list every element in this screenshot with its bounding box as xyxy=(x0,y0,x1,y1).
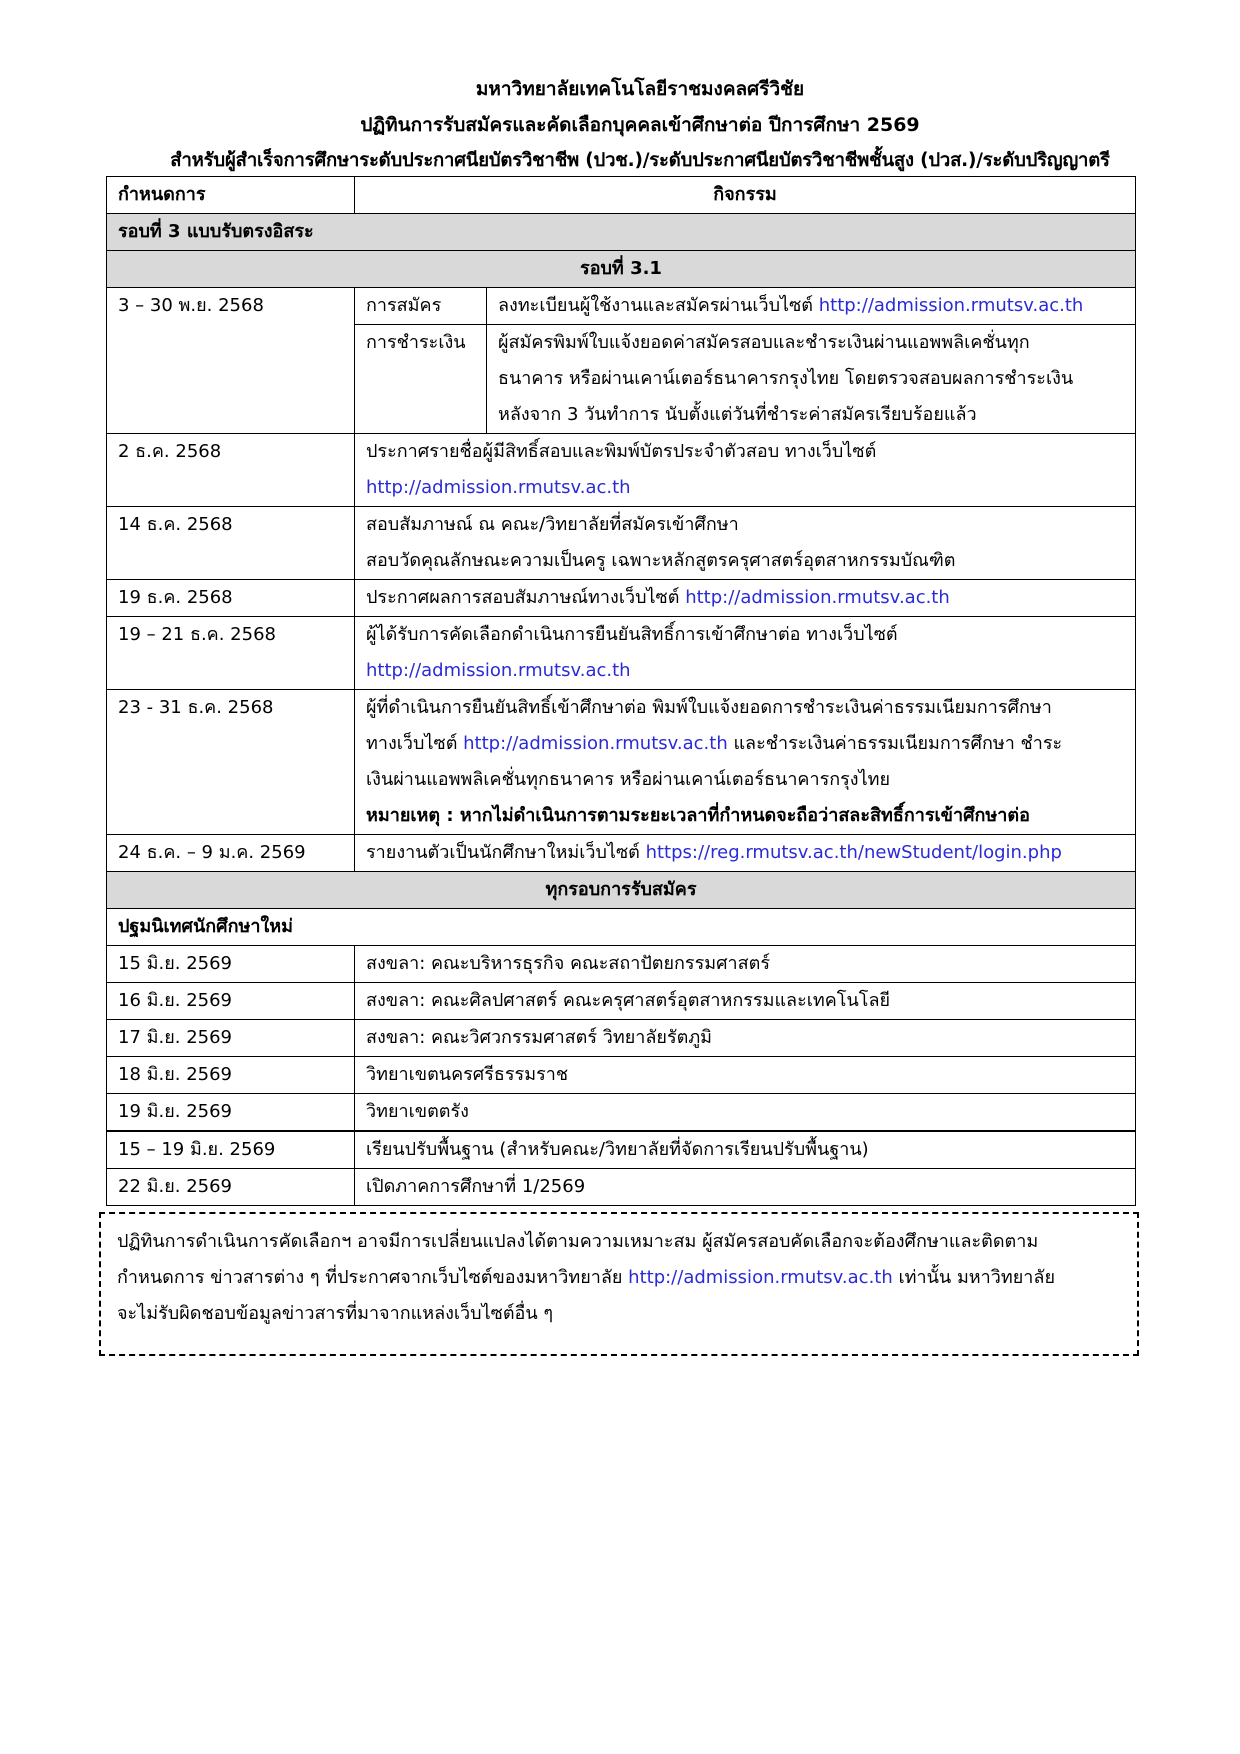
row-date: 3 – 30 พ.ย. 2568 xyxy=(107,288,355,434)
row-activity: วิทยาเขตนครศรีธรรมราช xyxy=(355,1057,1136,1094)
disclaimer-line: ปฏิทินการดำเนินการคัดเลือกฯ อาจมีการเปลี่ยนแปลงได้ตามความเหมาะสม ผู้สมัครสอบคัดเลือกจะต้องศึกษาและติดตาม xyxy=(117,1231,1039,1252)
row-date: 15 มิ.ย. 2569 xyxy=(107,946,355,983)
table-row xyxy=(107,946,1136,983)
table-row xyxy=(107,617,1136,690)
column-header-date: กำหนดการ xyxy=(107,177,355,214)
subround-header-row xyxy=(107,251,1136,288)
round-title: รอบที่ 3 แบบรับตรงอิสระ xyxy=(107,214,1136,251)
row-date: 19 ธ.ค. 2568 xyxy=(107,580,355,617)
section-header-row xyxy=(107,909,1136,946)
registration-link[interactable]: https://reg.rmutsv.ac.th/newStudent/login.php xyxy=(645,842,1062,863)
apply-activity: ลงทะเบียนผู้ใช้งานและสมัครผ่านเว็บไซต์ http://admission.rmutsv.ac.th xyxy=(487,288,1136,325)
table-row xyxy=(107,1131,1136,1169)
admission-link[interactable]: http://admission.rmutsv.ac.th xyxy=(818,295,1084,316)
row-date: 16 มิ.ย. 2569 xyxy=(107,983,355,1020)
disclaimer-line: กำหนดการ ข่าวสารต่าง ๆ ที่ประกาศจากเว็บไซต์ของมหาวิทยาลัย http://admission.rmutsv.ac.th เท่านั้น มหาวิทยาลัย xyxy=(117,1267,1055,1288)
orientation-title: ปฐมนิเทศนักศึกษาใหม่ xyxy=(107,909,1136,946)
table-header-row xyxy=(107,177,1136,214)
row-date: 15 – 19 มิ.ย. 2569 xyxy=(107,1131,355,1169)
table-row xyxy=(107,507,1136,580)
row-activity: สงขลา: คณะศิลปศาสตร์ คณะครุศาสตร์อุตสาหกรรมและเทคโนโลยี xyxy=(355,983,1136,1020)
table-row xyxy=(107,690,1136,835)
round-header-row xyxy=(107,214,1136,251)
row-activity: เปิดภาคการศึกษาที่ 1/2569 xyxy=(355,1169,1136,1206)
row-date: 14 ธ.ค. 2568 xyxy=(107,507,355,580)
row-date: 19 มิ.ย. 2569 xyxy=(107,1094,355,1132)
admission-link[interactable]: http://admission.rmutsv.ac.th xyxy=(685,587,950,608)
payment-activity: ผู้สมัครพิมพ์ใบแจ้งยอดค่าสมัครสอบและชำระเงินผ่านแอพพลิเคชั่นทุก ธนาคาร หรือผ่านเคาน์เตอร์ธนาคารกรุงไทย โดยตรวจสอบผลการชำระเงิน หลังจาก 3 วันทำการ นับตั้งแต่วันที่ชำระค่าสมัครเรียบร้อยแล้ว xyxy=(487,325,1136,434)
row-activity: สงขลา: คณะวิศวกรรมศาสตร์ วิทยาลัยรัตภูมิ xyxy=(355,1020,1136,1057)
row-date: 17 มิ.ย. 2569 xyxy=(107,1020,355,1057)
row-activity: ประกาศรายชื่อผู้มีสิทธิ์สอบและพิมพ์บัตรประจำตัวสอบ ทางเว็บไซต์ http://admission.rmutsv.ac.th xyxy=(355,434,1136,507)
university-name: มหาวิทยาลัยเทคโนโลยีราชมงคลศรีวิชัย xyxy=(475,78,805,100)
row-activity: เรียนปรับพื้นฐาน (สำหรับคณะ/วิทยาลัยที่จัดการเรียนปรับพื้นฐาน) xyxy=(355,1131,1136,1169)
row-date: 18 มิ.ย. 2569 xyxy=(107,1057,355,1094)
row-date: 2 ธ.ค. 2568 xyxy=(107,434,355,507)
row-date: 19 – 21 ธ.ค. 2568 xyxy=(107,617,355,690)
row-date: 24 ธ.ค. – 9 ม.ค. 2569 xyxy=(107,835,355,872)
column-header-activity: กิจกรรม xyxy=(355,177,1136,214)
row-date: 23 - 31 ธ.ค. 2568 xyxy=(107,690,355,835)
admission-link[interactable]: http://admission.rmutsv.ac.th xyxy=(366,660,631,681)
row-activity: รายงานตัวเป็นนักศึกษาใหม่เว็บไซต์ https://reg.rmutsv.ac.th/newStudent/login.php xyxy=(355,835,1136,872)
row-activity: ผู้ที่ดำเนินการยืนยันสิทธิ์เข้าศึกษาต่อ พิมพ์ใบแจ้งยอดการชำระเงินค่าธรรมเนียมการศึกษา ทางเว็บไซต์ http://admission.rmutsv.ac.th และชำระเงินค่าธรรมเนียมการศึกษา ชำระ เงินผ่านแอพพลิเคชั่นทุกธนาคาร หรือผ่านเคาน์เตอร์ธนาคารกรุงไทย หมายเหตุ : หากไม่ดำเนินการตามระยะเวลาที่กำหนดจะถือว่าสละสิทธิ์การเข้าศึกษาต่อ xyxy=(355,690,1136,835)
disclaimer-line: จะไม่รับผิดชอบข้อมูลข่าวสารที่มาจากแหล่งเว็บไซต์อื่น ๆ xyxy=(117,1303,554,1324)
all-rounds-title: ทุกรอบการรับสมัคร xyxy=(107,872,1136,909)
apply-label: การสมัคร xyxy=(355,288,487,325)
table-row xyxy=(107,983,1136,1020)
row-activity: ผู้ได้รับการคัดเลือกดำเนินการยืนยันสิทธิ์การเข้าศึกษาต่อ ทางเว็บไซต์ http://admission.rmutsv.ac.th xyxy=(355,617,1136,690)
row-date: 22 มิ.ย. 2569 xyxy=(107,1169,355,1206)
table-row xyxy=(107,434,1136,507)
table-row xyxy=(107,1169,1136,1206)
admission-link[interactable]: http://admission.rmutsv.ac.th xyxy=(366,477,631,498)
row-activity: สงขลา: คณะบริหารธุรกิจ คณะสถาปัตยกรรมศาสตร์ xyxy=(355,946,1136,983)
section-header-row xyxy=(107,872,1136,909)
subround-title: รอบที่ 3.1 xyxy=(107,251,1136,288)
table-row xyxy=(107,1020,1136,1057)
admission-link[interactable]: http://admission.rmutsv.ac.th xyxy=(628,1267,893,1288)
disclaimer-box xyxy=(99,1212,1139,1356)
table-row xyxy=(107,1057,1136,1094)
table-row xyxy=(107,835,1136,872)
schedule-table xyxy=(106,176,1136,1206)
row-activity: ประกาศผลการสอบสัมภาษณ์ทางเว็บไซต์ http://admission.rmutsv.ac.th xyxy=(355,580,1136,617)
page-subtitle: สำหรับผู้สำเร็จการศึกษาระดับประกาศนียบัตรวิชาชีพ (ปวช.)/ระดับประกาศนียบัตรวิชาชีพชั้นสูง (ปวส.)/ระดับปริญญาตรี xyxy=(170,150,1110,171)
table-row xyxy=(107,580,1136,617)
row-activity: วิทยาเขตตรัง xyxy=(355,1094,1136,1132)
payment-label: การชำระเงิน xyxy=(355,325,487,434)
table-row xyxy=(107,1094,1136,1132)
deadline-note: หมายเหตุ : หากไม่ดำเนินการตามระยะเวลาที่กำหนดจะถือว่าสละสิทธิ์การเข้าศึกษาต่อ xyxy=(366,805,1030,826)
admission-link[interactable]: http://admission.rmutsv.ac.th xyxy=(463,733,728,754)
row-activity: สอบสัมภาษณ์ ณ คณะ/วิทยาลัยที่สมัครเข้าศึกษา สอบวัดคุณลักษณะความเป็นครู เฉพาะหลักสูตรครุศาสตร์อุตสาหกรรมบัณฑิต xyxy=(355,507,1136,580)
page-title: ปฏิทินการรับสมัครและคัดเลือกบุคคลเข้าศึกษาต่อ ปีการศึกษา 2569 xyxy=(360,114,920,136)
table-row xyxy=(107,288,1136,325)
